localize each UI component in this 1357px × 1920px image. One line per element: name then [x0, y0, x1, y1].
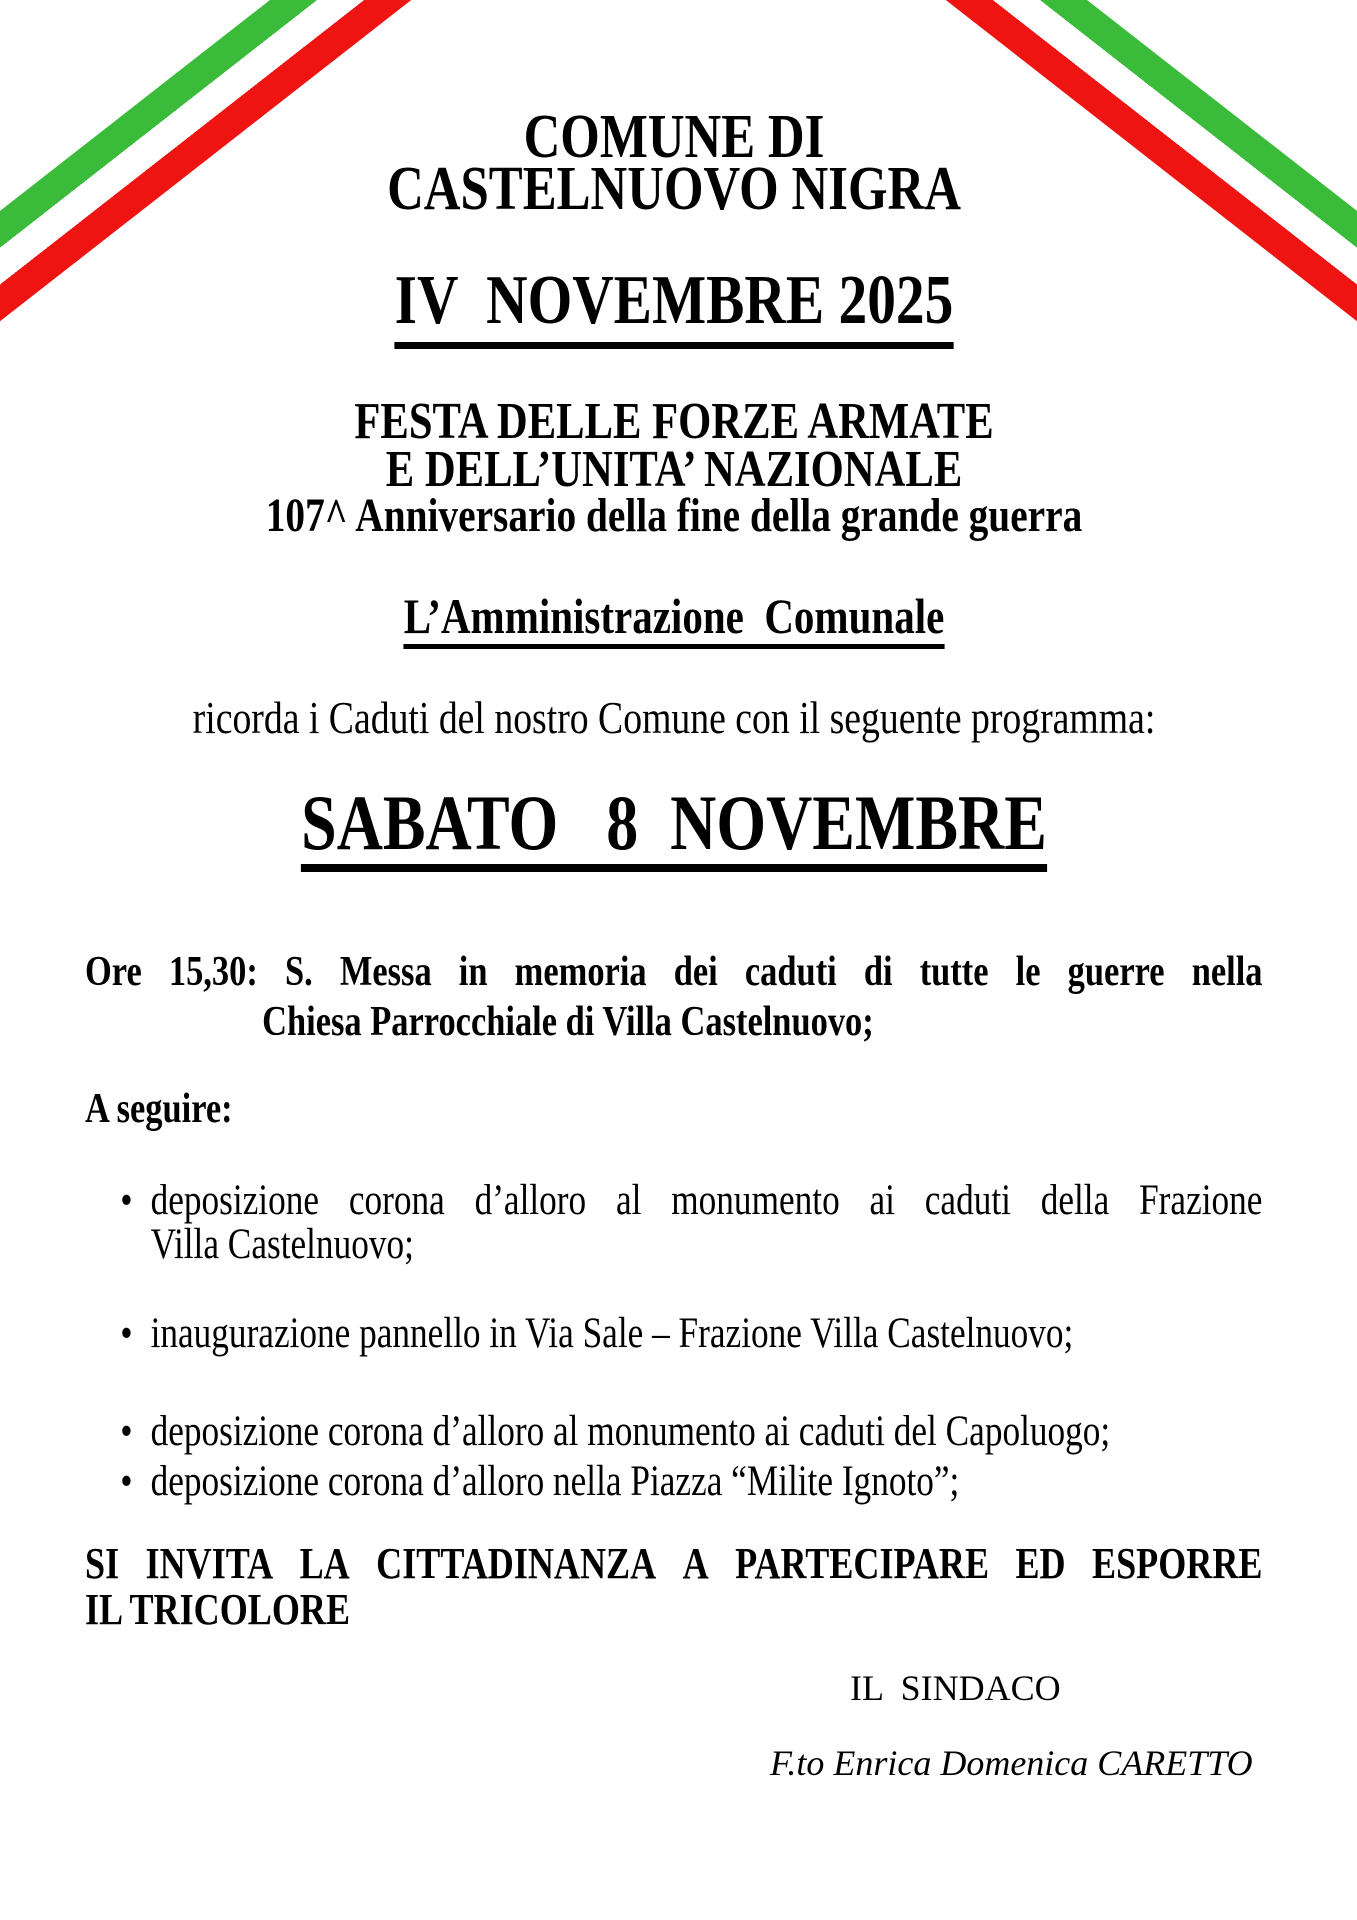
program-bullets-3-4	[85, 1407, 1262, 1507]
program-bullet-2	[85, 1312, 1262, 1356]
invitation-line1: SI INVITA LA CITTADINANZA A PARTECIPARE ED ESPORRE	[85, 1539, 1263, 1588]
signature-role: IL SINDACO	[850, 1668, 1061, 1708]
municipality-name-line1: COMUNE DI	[523, 103, 825, 171]
bullet-3-line1: deposizione corona d’alloro al monumento ai caduti del Capoluogo;	[150, 1408, 1111, 1455]
event-day-block	[85, 779, 1262, 872]
follow-up-label-block	[85, 1088, 1262, 1130]
signature-name: F.to Enrica Domenica CARETTO	[770, 1743, 1253, 1783]
organizer-title-block	[85, 588, 1262, 649]
festival-title-block	[85, 393, 1262, 498]
anniversary-subtitle: 107^ Anniversario della fine della grande guerra	[265, 489, 1083, 542]
mass-time-line: Ore 15,30: S. Messa in memoria dei caduti di tutte le guerre nella	[85, 949, 1263, 995]
invitation-block	[85, 1541, 1262, 1633]
municipality-header	[85, 103, 1262, 223]
bullet-icon: •	[120, 1177, 133, 1224]
anniversary-subtitle-block	[85, 489, 1262, 542]
bullet-icon: •	[120, 1310, 133, 1357]
event-day-title: SABATO 8 NOVEMBRE	[301, 784, 1047, 872]
festival-title-line2: E DELL’UNITA’ NAZIONALE	[385, 441, 963, 498]
organizer-title: L’Amministrazione Comunale	[404, 591, 945, 649]
festival-title-line1: FESTA DELLE FORZE ARMATE	[354, 393, 994, 450]
bullet-icon: •	[120, 1458, 133, 1505]
mass-place-line: Chiesa Parrocchiale di Villa Castelnuovo;	[262, 999, 874, 1045]
bullet-2-line1: inaugurazione pannello in Via Sale – Frazione Villa Castelnuovo;	[150, 1310, 1074, 1357]
invitation-line2: IL TRICOLORE	[85, 1585, 351, 1634]
date-title: IV NOVEMBRE 2025	[395, 266, 954, 349]
bullet-icon: •	[120, 1408, 133, 1455]
bullet-1-line1: deposizione corona d’alloro al monumento ai caduti della Frazione	[150, 1177, 1263, 1224]
intro-text: ricorda i Caduti del nostro Comune con il seguente programma:	[192, 692, 1156, 743]
municipality-name-line2: CASTELNUOVO NIGRA	[387, 155, 961, 223]
date-title-block	[85, 262, 1262, 349]
mass-schedule-block	[85, 947, 1262, 1047]
follow-up-label: A seguire:	[85, 1086, 233, 1132]
program-bullet-1	[85, 1179, 1262, 1267]
bullet-1-line2: Villa Castelnuovo;	[150, 1221, 414, 1268]
intro-text-block	[85, 692, 1262, 743]
bullet-4-line1: deposizione corona d’alloro nella Piazza “Milite Ignoto”;	[150, 1458, 960, 1505]
